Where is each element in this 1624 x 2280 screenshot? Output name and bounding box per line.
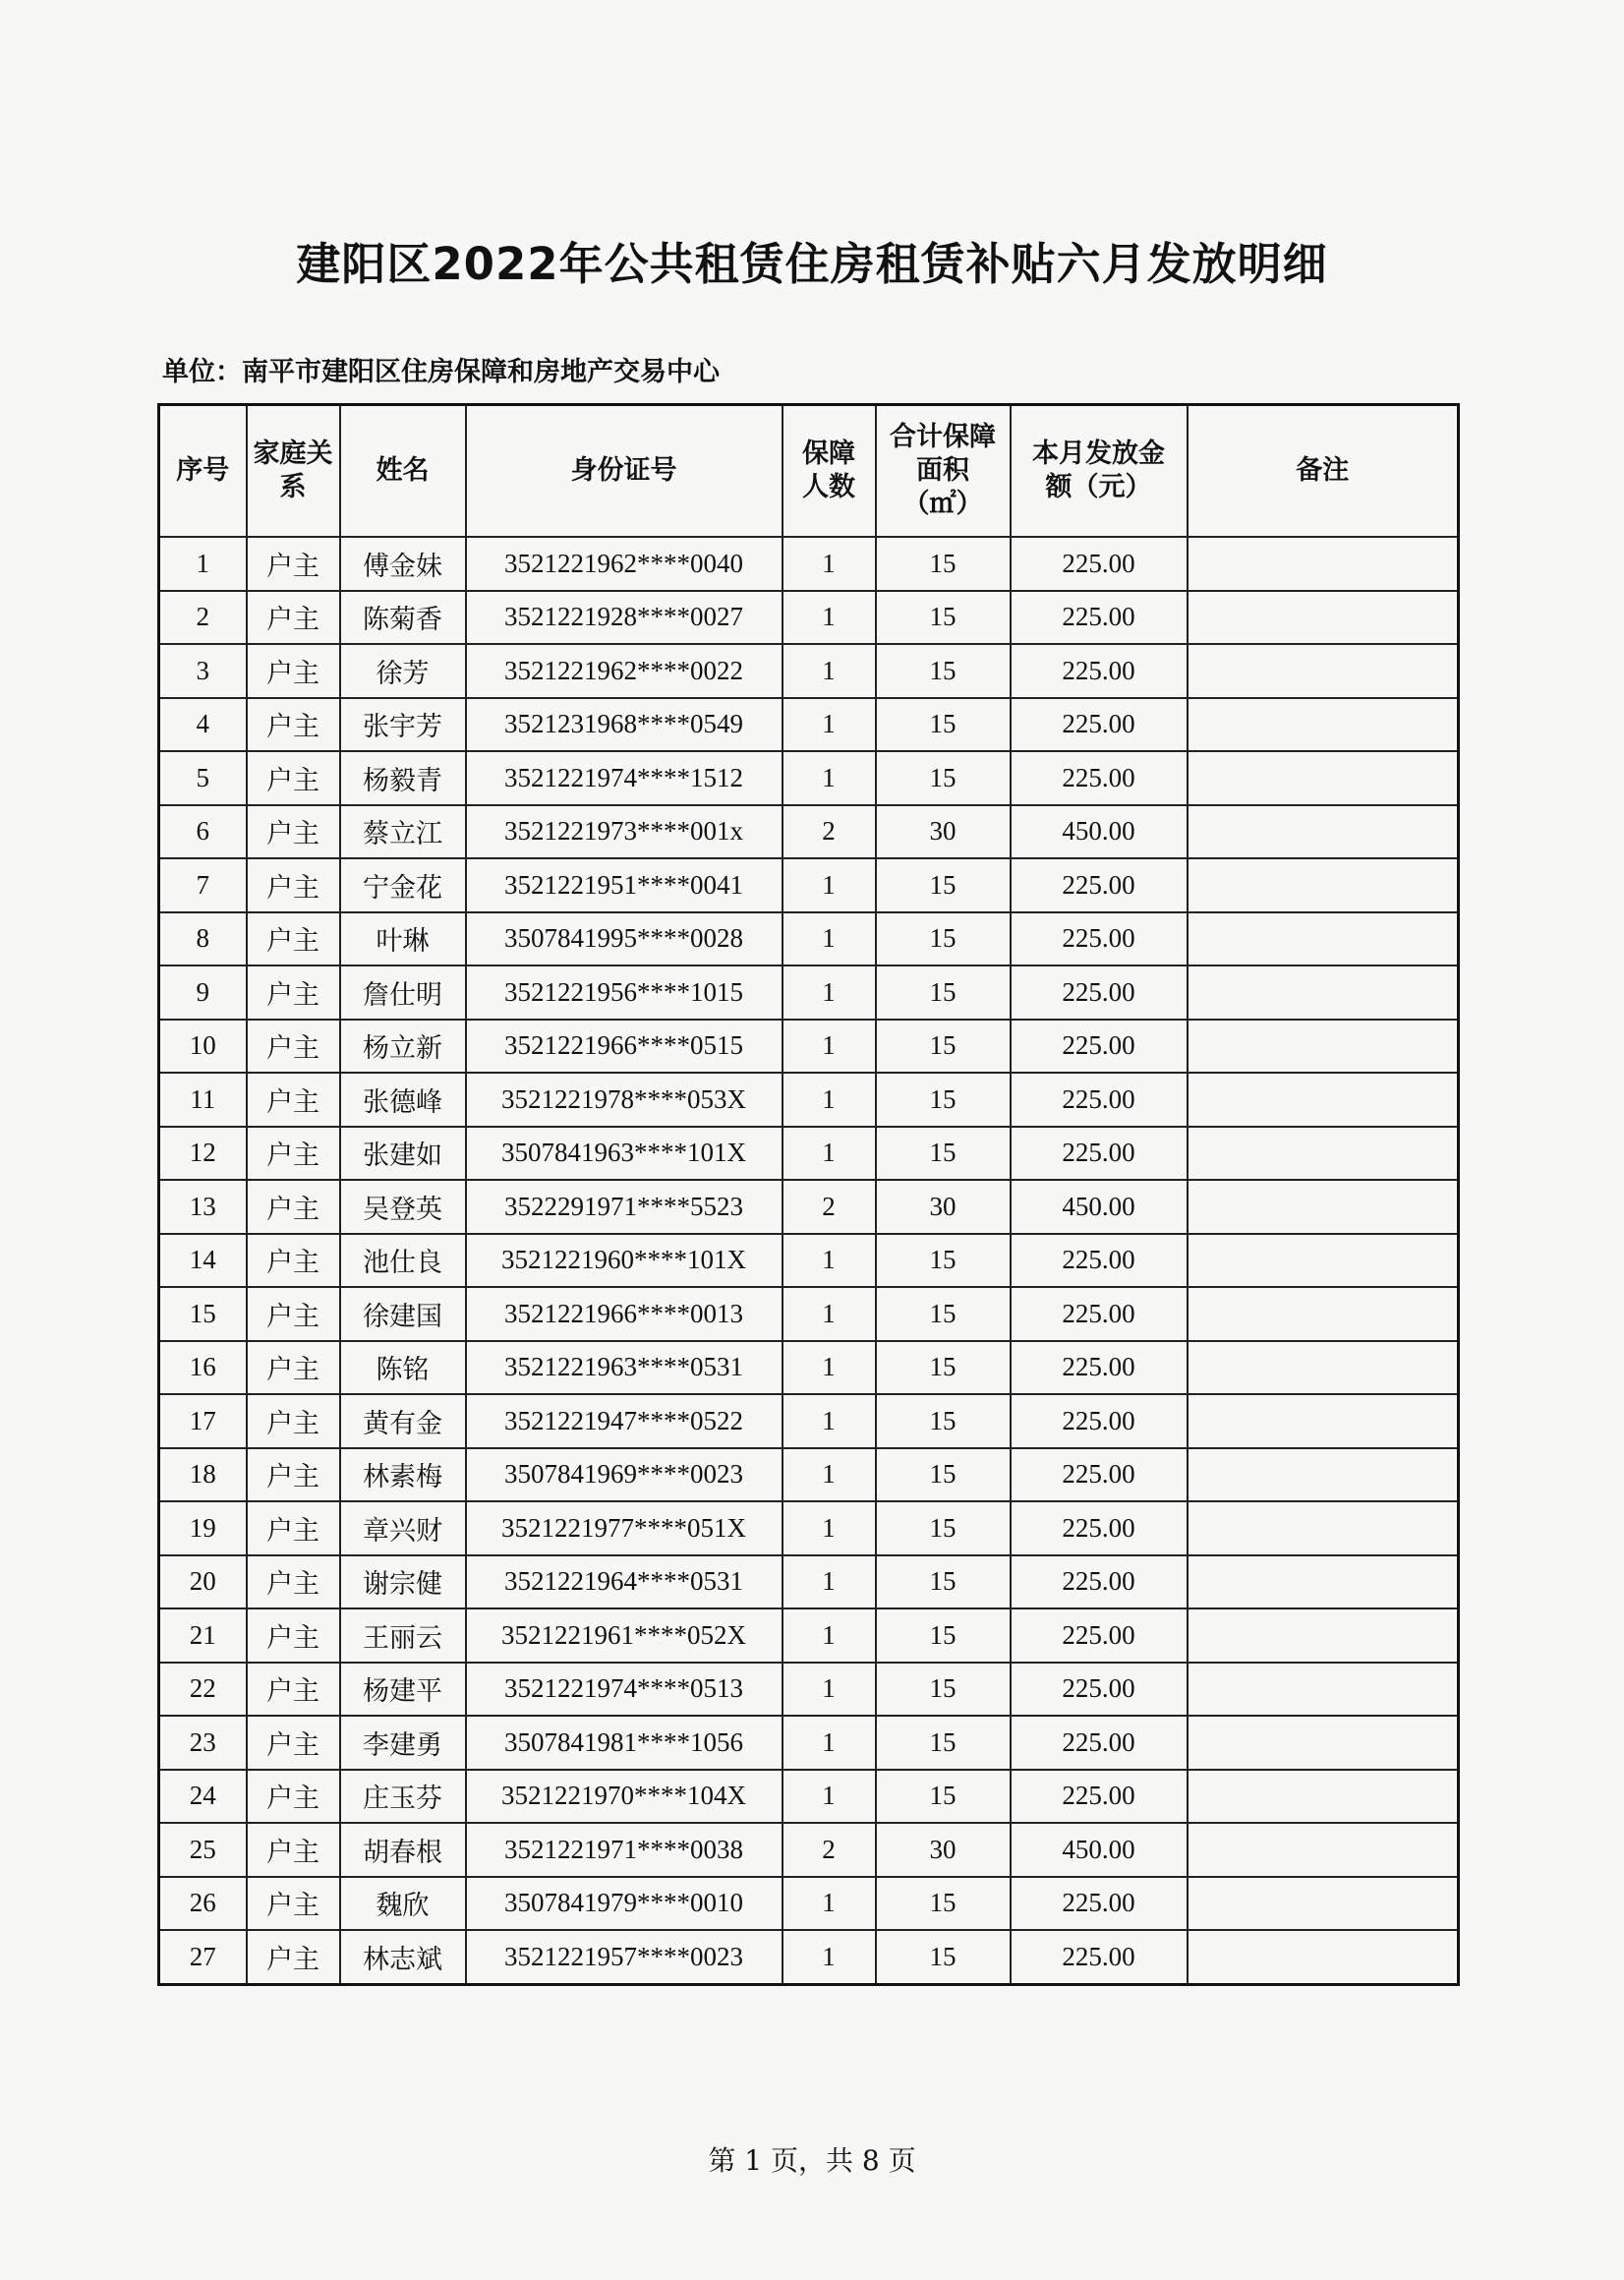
cell-seq: 4 [159, 698, 247, 752]
cell-remark [1188, 537, 1459, 591]
cell-area: 15 [876, 1716, 1011, 1770]
cell-amount: 225.00 [1011, 698, 1188, 752]
table-header-row [159, 405, 1459, 538]
cell-id-number: 3521221977****051X [466, 1501, 783, 1555]
cell-amount: 225.00 [1011, 858, 1188, 912]
header-relation: 家庭关 系 [247, 405, 340, 538]
cell-persons: 1 [783, 1073, 876, 1127]
cell-persons: 1 [783, 1341, 876, 1395]
table-body [159, 537, 1459, 1984]
cell-amount: 225.00 [1011, 1555, 1188, 1609]
cell-amount: 225.00 [1011, 1287, 1188, 1341]
cell-name: 池仕良 [340, 1234, 466, 1288]
cell-persons: 1 [783, 591, 876, 645]
cell-remark [1188, 1073, 1459, 1127]
cell-amount: 450.00 [1011, 1823, 1188, 1877]
cell-seq: 26 [159, 1877, 247, 1931]
cell-amount: 225.00 [1011, 1127, 1188, 1181]
cell-relation: 户主 [247, 698, 340, 752]
cell-seq: 25 [159, 1823, 247, 1877]
cell-id-number: 3521221961****052X [466, 1608, 783, 1663]
table-row [159, 1608, 1459, 1663]
cell-amount: 225.00 [1011, 1020, 1188, 1074]
cell-name: 黄有金 [340, 1394, 466, 1448]
header-seq: 序号 [159, 405, 247, 538]
cell-relation: 户主 [247, 1501, 340, 1555]
cell-name: 杨建平 [340, 1663, 466, 1717]
cell-name: 杨毅青 [340, 751, 466, 805]
cell-id-number: 3521221974****0513 [466, 1663, 783, 1717]
cell-remark [1188, 1555, 1459, 1609]
cell-remark [1188, 1608, 1459, 1663]
cell-persons: 1 [783, 1287, 876, 1341]
cell-seq: 16 [159, 1341, 247, 1395]
header-name: 姓名 [340, 405, 466, 538]
cell-area: 15 [876, 1234, 1011, 1288]
table-row [159, 751, 1459, 805]
cell-remark [1188, 591, 1459, 645]
header-area: 合计保障 面积 （㎡） [876, 405, 1011, 538]
cell-name: 吴登英 [340, 1180, 466, 1234]
cell-persons: 1 [783, 1501, 876, 1555]
table-row [159, 1073, 1459, 1127]
cell-persons: 1 [783, 1608, 876, 1663]
cell-remark [1188, 698, 1459, 752]
table-row [159, 805, 1459, 859]
cell-persons: 1 [783, 965, 876, 1020]
cell-remark [1188, 751, 1459, 805]
cell-area: 15 [876, 1073, 1011, 1127]
cell-name: 陈铭 [340, 1341, 466, 1395]
cell-persons: 1 [783, 1877, 876, 1931]
table-row [159, 1287, 1459, 1341]
cell-name: 傅金妹 [340, 537, 466, 591]
cell-amount: 225.00 [1011, 1341, 1188, 1395]
header-persons: 保障 人数 [783, 405, 876, 538]
cell-persons: 2 [783, 1823, 876, 1877]
cell-remark [1188, 1930, 1459, 1984]
cell-id-number: 3521221974****1512 [466, 751, 783, 805]
cell-amount: 225.00 [1011, 1448, 1188, 1502]
cell-remark [1188, 1287, 1459, 1341]
cell-area: 30 [876, 805, 1011, 859]
cell-remark [1188, 644, 1459, 698]
cell-id-number: 3521221956****1015 [466, 965, 783, 1020]
cell-remark [1188, 1341, 1459, 1395]
unit-label: 单位：南平市建阳区住房保障和房地产交易中心 [162, 357, 720, 387]
cell-area: 15 [876, 1394, 1011, 1448]
cell-id-number: 3521221960****101X [466, 1234, 783, 1288]
cell-area: 15 [876, 912, 1011, 966]
cell-seq: 23 [159, 1716, 247, 1770]
cell-id-number: 3521221973****001x [466, 805, 783, 859]
cell-id-number: 3521221947****0522 [466, 1394, 783, 1448]
cell-seq: 15 [159, 1287, 247, 1341]
cell-area: 15 [876, 591, 1011, 645]
cell-area: 15 [876, 1501, 1011, 1555]
table-row [159, 644, 1459, 698]
cell-amount: 225.00 [1011, 644, 1188, 698]
cell-persons: 2 [783, 1180, 876, 1234]
cell-seq: 1 [159, 537, 247, 591]
header-amount: 本月发放金 额（元） [1011, 405, 1188, 538]
cell-area: 15 [876, 965, 1011, 1020]
cell-area: 15 [876, 1770, 1011, 1824]
cell-relation: 户主 [247, 644, 340, 698]
cell-id-number: 3521221962****0022 [466, 644, 783, 698]
cell-relation: 户主 [247, 1073, 340, 1127]
table-row [159, 1663, 1459, 1717]
table-row [159, 1770, 1459, 1824]
table-row [159, 1555, 1459, 1609]
cell-remark [1188, 805, 1459, 859]
cell-persons: 1 [783, 1716, 876, 1770]
cell-amount: 225.00 [1011, 1234, 1188, 1288]
cell-remark [1188, 1501, 1459, 1555]
cell-amount: 225.00 [1011, 537, 1188, 591]
cell-name: 庄玉芬 [340, 1770, 466, 1824]
cell-persons: 1 [783, 751, 876, 805]
table-row [159, 965, 1459, 1020]
table-row [159, 1823, 1459, 1877]
cell-name: 林素梅 [340, 1448, 466, 1502]
cell-area: 15 [876, 1127, 1011, 1181]
cell-area: 15 [876, 1020, 1011, 1074]
cell-area: 15 [876, 751, 1011, 805]
cell-relation: 户主 [247, 1394, 340, 1448]
header-id-number: 身份证号 [466, 405, 783, 538]
cell-area: 15 [876, 1663, 1011, 1717]
cell-id-number: 3521221957****0023 [466, 1930, 783, 1984]
cell-amount: 225.00 [1011, 1663, 1188, 1717]
cell-id-number: 3521221970****104X [466, 1770, 783, 1824]
table-row [159, 591, 1459, 645]
cell-remark [1188, 1716, 1459, 1770]
cell-seq: 6 [159, 805, 247, 859]
cell-area: 30 [876, 1180, 1011, 1234]
cell-area: 15 [876, 1608, 1011, 1663]
cell-area: 15 [876, 644, 1011, 698]
cell-id-number: 3521221966****0013 [466, 1287, 783, 1341]
cell-name: 谢宗健 [340, 1555, 466, 1609]
table-row [159, 1716, 1459, 1770]
page-footer: 第 1 页，共 8 页 [708, 2144, 916, 2177]
cell-relation: 户主 [247, 751, 340, 805]
table-row [159, 537, 1459, 591]
table-row [159, 1127, 1459, 1181]
cell-id-number: 3521221928****0027 [466, 591, 783, 645]
cell-name: 张德峰 [340, 1073, 466, 1127]
cell-name: 杨立新 [340, 1020, 466, 1074]
cell-name: 魏欣 [340, 1877, 466, 1931]
cell-area: 15 [876, 1287, 1011, 1341]
cell-relation: 户主 [247, 1555, 340, 1609]
cell-amount: 225.00 [1011, 965, 1188, 1020]
cell-seq: 21 [159, 1608, 247, 1663]
table-row [159, 1448, 1459, 1502]
table-row [159, 1930, 1459, 1984]
cell-seq: 11 [159, 1073, 247, 1127]
cell-name: 李建勇 [340, 1716, 466, 1770]
cell-persons: 1 [783, 1394, 876, 1448]
cell-name: 王丽云 [340, 1608, 466, 1663]
table-row [159, 1234, 1459, 1288]
cell-persons: 1 [783, 1020, 876, 1074]
cell-name: 章兴财 [340, 1501, 466, 1555]
cell-relation: 户主 [247, 912, 340, 966]
cell-seq: 9 [159, 965, 247, 1020]
cell-relation: 户主 [247, 1180, 340, 1234]
cell-remark [1188, 912, 1459, 966]
cell-seq: 19 [159, 1501, 247, 1555]
cell-seq: 3 [159, 644, 247, 698]
cell-persons: 2 [783, 805, 876, 859]
cell-persons: 1 [783, 912, 876, 966]
cell-relation: 户主 [247, 591, 340, 645]
cell-name: 叶琳 [340, 912, 466, 966]
table-row [159, 1394, 1459, 1448]
cell-seq: 27 [159, 1930, 247, 1984]
cell-name: 林志斌 [340, 1930, 466, 1984]
cell-amount: 225.00 [1011, 1501, 1188, 1555]
cell-relation: 户主 [247, 1448, 340, 1502]
cell-seq: 17 [159, 1394, 247, 1448]
cell-persons: 1 [783, 1127, 876, 1181]
cell-seq: 20 [159, 1555, 247, 1609]
cell-relation: 户主 [247, 1930, 340, 1984]
cell-name: 蔡立江 [340, 805, 466, 859]
cell-area: 15 [876, 698, 1011, 752]
cell-name: 陈菊香 [340, 591, 466, 645]
cell-amount: 225.00 [1011, 1073, 1188, 1127]
cell-id-number: 3521221964****0531 [466, 1555, 783, 1609]
cell-name: 徐建国 [340, 1287, 466, 1341]
cell-name: 詹仕明 [340, 965, 466, 1020]
cell-area: 15 [876, 1930, 1011, 1984]
cell-relation: 户主 [247, 858, 340, 912]
cell-seq: 12 [159, 1127, 247, 1181]
cell-name: 胡春根 [340, 1823, 466, 1877]
cell-id-number: 3521221963****0531 [466, 1341, 783, 1395]
cell-id-number: 3521221971****0038 [466, 1823, 783, 1877]
cell-seq: 22 [159, 1663, 247, 1717]
cell-amount: 450.00 [1011, 1180, 1188, 1234]
cell-persons: 1 [783, 644, 876, 698]
cell-persons: 1 [783, 1930, 876, 1984]
cell-persons: 1 [783, 1448, 876, 1502]
cell-relation: 户主 [247, 1234, 340, 1288]
cell-id-number: 3521221962****0040 [466, 537, 783, 591]
cell-relation: 户主 [247, 1287, 340, 1341]
table-row [159, 1501, 1459, 1555]
cell-amount: 225.00 [1011, 1770, 1188, 1824]
cell-remark [1188, 1180, 1459, 1234]
cell-remark [1188, 1823, 1459, 1877]
table-row [159, 1341, 1459, 1395]
cell-remark [1188, 1020, 1459, 1074]
cell-area: 15 [876, 858, 1011, 912]
cell-name: 宁金花 [340, 858, 466, 912]
table-row [159, 1020, 1459, 1074]
cell-amount: 225.00 [1011, 1877, 1188, 1931]
cell-name: 徐芳 [340, 644, 466, 698]
cell-id-number: 3507841981****1056 [466, 1716, 783, 1770]
cell-id-number: 3521221978****053X [466, 1073, 783, 1127]
table-row [159, 858, 1459, 912]
document-title: 建阳区2022年公共租赁住房租赁补贴六月发放明细 [296, 238, 1328, 290]
cell-name: 张建如 [340, 1127, 466, 1181]
cell-id-number: 3521221951****0041 [466, 858, 783, 912]
cell-amount: 225.00 [1011, 912, 1188, 966]
cell-remark [1188, 1770, 1459, 1824]
cell-seq: 7 [159, 858, 247, 912]
cell-relation: 户主 [247, 1877, 340, 1931]
table-row [159, 1180, 1459, 1234]
cell-persons: 1 [783, 858, 876, 912]
table-row [159, 912, 1459, 966]
cell-relation: 户主 [247, 1608, 340, 1663]
cell-name: 张宇芳 [340, 698, 466, 752]
header-remark: 备注 [1188, 405, 1459, 538]
table-row [159, 698, 1459, 752]
cell-seq: 14 [159, 1234, 247, 1288]
cell-seq: 5 [159, 751, 247, 805]
cell-remark [1188, 1234, 1459, 1288]
cell-id-number: 3507841963****101X [466, 1127, 783, 1181]
cell-relation: 户主 [247, 1341, 340, 1395]
table-row [159, 1877, 1459, 1931]
cell-area: 30 [876, 1823, 1011, 1877]
subsidy-table [157, 403, 1460, 1986]
cell-seq: 13 [159, 1180, 247, 1234]
cell-relation: 户主 [247, 1663, 340, 1717]
cell-relation: 户主 [247, 1127, 340, 1181]
cell-remark [1188, 1394, 1459, 1448]
cell-area: 15 [876, 537, 1011, 591]
cell-area: 15 [876, 1555, 1011, 1609]
cell-seq: 8 [159, 912, 247, 966]
cell-relation: 户主 [247, 1770, 340, 1824]
cell-id-number: 3507841979****0010 [466, 1877, 783, 1931]
cell-seq: 2 [159, 591, 247, 645]
cell-amount: 225.00 [1011, 751, 1188, 805]
cell-amount: 225.00 [1011, 1394, 1188, 1448]
cell-area: 15 [876, 1448, 1011, 1502]
cell-relation: 户主 [247, 1020, 340, 1074]
cell-relation: 户主 [247, 805, 340, 859]
cell-remark [1188, 858, 1459, 912]
cell-relation: 户主 [247, 537, 340, 591]
cell-id-number: 3507841995****0028 [466, 912, 783, 966]
cell-persons: 1 [783, 1663, 876, 1717]
cell-amount: 225.00 [1011, 591, 1188, 645]
cell-amount: 225.00 [1011, 1608, 1188, 1663]
cell-amount: 450.00 [1011, 805, 1188, 859]
cell-relation: 户主 [247, 1716, 340, 1770]
cell-id-number: 3521221966****0515 [466, 1020, 783, 1074]
cell-area: 15 [876, 1341, 1011, 1395]
cell-persons: 1 [783, 1770, 876, 1824]
cell-id-number: 3521231968****0549 [466, 698, 783, 752]
cell-seq: 24 [159, 1770, 247, 1824]
cell-remark [1188, 1877, 1459, 1931]
cell-persons: 1 [783, 537, 876, 591]
cell-remark [1188, 1127, 1459, 1181]
cell-amount: 225.00 [1011, 1930, 1188, 1984]
cell-remark [1188, 1663, 1459, 1717]
cell-id-number: 3507841969****0023 [466, 1448, 783, 1502]
cell-seq: 18 [159, 1448, 247, 1502]
cell-remark [1188, 1448, 1459, 1502]
cell-persons: 1 [783, 1555, 876, 1609]
cell-persons: 1 [783, 1234, 876, 1288]
cell-area: 15 [876, 1877, 1011, 1931]
cell-seq: 10 [159, 1020, 247, 1074]
cell-remark [1188, 965, 1459, 1020]
cell-persons: 1 [783, 698, 876, 752]
cell-relation: 户主 [247, 1823, 340, 1877]
cell-relation: 户主 [247, 965, 340, 1020]
cell-id-number: 3522291971****5523 [466, 1180, 783, 1234]
cell-amount: 225.00 [1011, 1716, 1188, 1770]
